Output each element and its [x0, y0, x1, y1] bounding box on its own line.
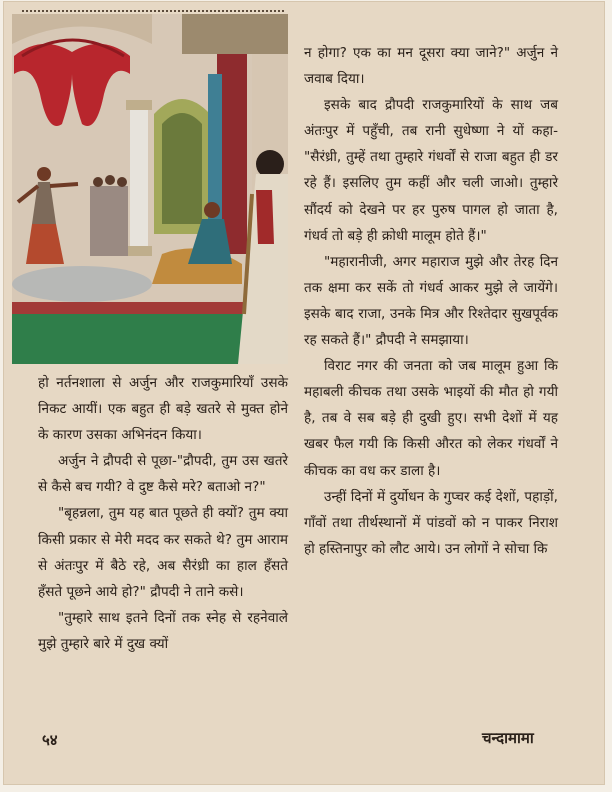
paragraph: "महारानीजी, अगर महाराज मुझे और तेरह दिन तक क्षमा कर सकें तो गंधर्व आकर मुझे ले जायेंगे। इसके बाद राजा, उनके मित्र और रिश्तेदार सुखपूर्वक रह सकते हैं।" द्रौपदी ने समझाया। — [304, 253, 558, 349]
paragraph: "तुम्हारे साथ इतने दिनों तक स्नेह से रहनेवाले मुझे तुम्हारे बारे में दुख क्यों — [38, 609, 288, 652]
palace-dance-hall-illustration — [12, 14, 288, 364]
paragraph: उन्हीं दिनों में दुर्योधन के गुप्चर कई देशों, पहाड़ों, गाँवों तथा तीर्थस्थानों में पांडवों को न पाकर निराश हो हस्तिनापुर को लौट आये। उन लोगों ने सोचा कि — [304, 488, 558, 557]
left-text-column — [38, 370, 288, 657]
page-number: ५४ — [42, 731, 58, 749]
paragraph: विराट नगर की जनता को जब मालूम हुआ कि महाबली कीचक तथा उसके भाइयों की मौत हो गयी है, तब वे सब बड़े ही दुखी हुए। सभी देशों में यह खबर फैल गयी कि किसी औरत को लेकर गंधर्वों ने कीचक का वध कर डाला है। — [304, 358, 558, 479]
paragraph: "बृहन्नला, तुम यह बात पूछते ही क्यों? तुम क्या किसी प्रकार से मेरी मदद कर सकते थे? तुम आराम से अंतःपुर में बैठे रहे, अब सैरंध्री का हाल हँसते हँसते पूछने आये हो?" द्रौपदी ने ताने कसे। — [38, 505, 288, 600]
paragraph: न होगा? एक का मन दूसरा क्या जाने?" अर्जुन ने जवाब दिया। — [304, 45, 558, 88]
paragraph: अर्जुन ने द्रौपदी से पूछा-"द्रौपदी, तुम उस खतरे से कैसे बच गयी? वे दुष्ट कैसे मरे? बताओ न?" — [38, 453, 288, 496]
magazine-name: चन्दामामा — [482, 729, 534, 747]
paragraph: इसके बाद द्रौपदी राजकुमारियों के साथ जब अंतःपुर में पहुँची, तब रानी सुधेष्णा ने यों कहा-"सैरंध्री, तुम्हें तथा तुम्हारे गंधर्वों से राजा बहुत ही डर रहे हैं। इसलिए तुम कहीं और चली जाओ। तुम्हारे सौंदर्य को देखने पर हर पुरुष पागल हो जाता है, गंधर्व तो बड़े ही क्रोधी मालूम होते हैं।" — [304, 97, 558, 244]
magazine-page — [4, 2, 604, 784]
right-text-column — [304, 40, 558, 562]
paragraph: हो नर्तनशाला से अर्जुन और राजकुमारियाँ उसके निकट आयीं। एक बहुत ही बड़े खतरे से मुक्त होने के कारण उसका अभिनंदन किया। — [38, 375, 288, 444]
